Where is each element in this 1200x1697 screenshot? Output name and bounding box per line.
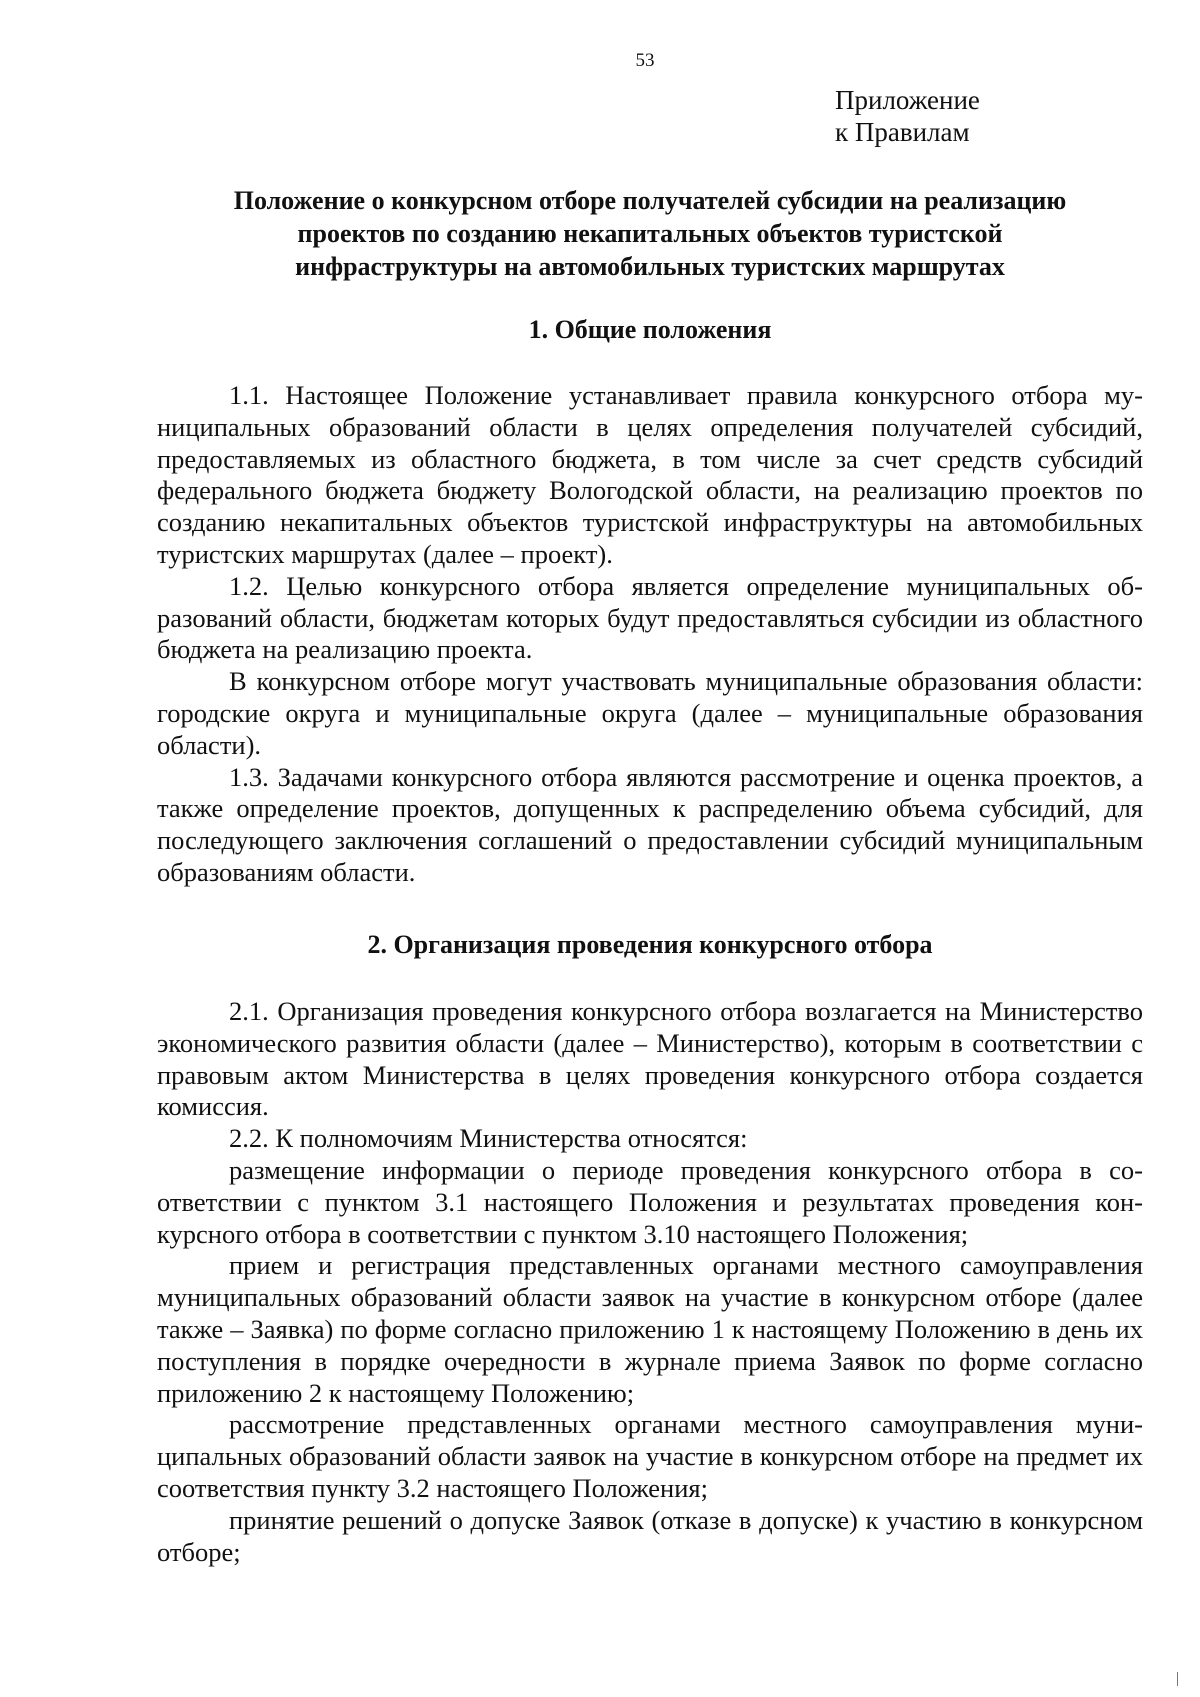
paragraph-2-2-item-registration: прием и регистрация представленных органами местного самоуправления муниципальных образований области заявок на участие в конкурсном отборе (далее также – Заявка) по форме согласно приложению 1 к настоящему Положению в день их поступления в порядке очередности в журнале приема Заявок по форме согласно приложению 2 к настоящему Положению; (157, 1250, 1143, 1408)
section-1-body (157, 380, 1143, 889)
document-title (140, 184, 1160, 283)
paragraph-2-2-item-admission: принятие решений о допуске Заявок (отказе в допуске) к участию в конкурсном отборе; (157, 1504, 1143, 1567)
paragraph-1-2: 1.2. Целью конкурсного отбора является определение муниципальных образований области, бюджетам которых будут предоставляться субсидии из областного бюджета на реализацию проекта. (157, 570, 1143, 665)
document-title-line-1: Положение о конкурсном отборе получателей субсидии на реализацию (233, 186, 1067, 215)
appendix-line-2: к Правилам (835, 117, 970, 147)
paragraph-1-1: 1.1. Настоящее Положение устанавливает правила конкурсного отбора муниципальных образований области в целях определения получателей субсидий, предоставляемых из областного бюджета, в том числе за счет средств субсидий федерального бюджета бюджету Вологодской области, на реализацию проектов по созданию некапитальных объектов туристской инфраструктуры на автомобильных туристских маршрутах (далее – проект). (157, 380, 1143, 569)
appendix-line-1: Приложение (835, 85, 980, 115)
paragraph-2-1: 2.1. Организация проведения конкурсного отбора возлагается на Министерство экономического развития области (далее – Министерство), которым в соответствии с правовым актом Министерства в целях проведения конкурсного отбора создается комиссия. (157, 996, 1143, 1122)
paragraph-2-2-item-info: размещение информации о периоде проведения конкурсного отбора в соответствии с пунктом 3.1 настоящего Положения и результатах проведения конкурсного отбора в соответствии с пунктом 3.10 настоящего Положения; (157, 1154, 1143, 1249)
paragraph-2-2-item-review: рассмотрение представленных органами местного самоуправления муниципальных образований области заявок на участие в конкурсном отборе на предмет их соответствия пункту 3.2 настоящего Положения; (157, 1409, 1143, 1503)
paragraph-1-2-participants: В конкурсном отборе могут участвовать муниципальные образования области: городские округа и муниципальные округа (далее – муниципальные образования области). (157, 666, 1143, 760)
paragraph-2-2: 2.2. К полномочиям Министерства относятся: (229, 1123, 748, 1154)
scan-edge-mark (1177, 1672, 1178, 1686)
section-2-body (157, 996, 1143, 1568)
document-title-line-3: инфраструктуры на автомобильных туристских маршрутах (295, 252, 1005, 281)
page-number: 53 (635, 50, 655, 71)
paragraph-1-3: 1.3. Задачами конкурсного отбора являются рассмотрение и оценка проектов, а также определение проектов, допущенных к распределению объема субсидий, для последующего заключения соглашений о предоставлении субсидий муниципальным образованиям области. (157, 761, 1143, 887)
section-2-heading: 2. Организация проведения конкурсного отбора (367, 930, 933, 959)
document-title-line-2: проектов по созданию некапитальных объектов туристской (297, 219, 1003, 248)
appendix-reference (835, 84, 980, 148)
section-1-heading: 1. Общие положения (528, 315, 772, 344)
